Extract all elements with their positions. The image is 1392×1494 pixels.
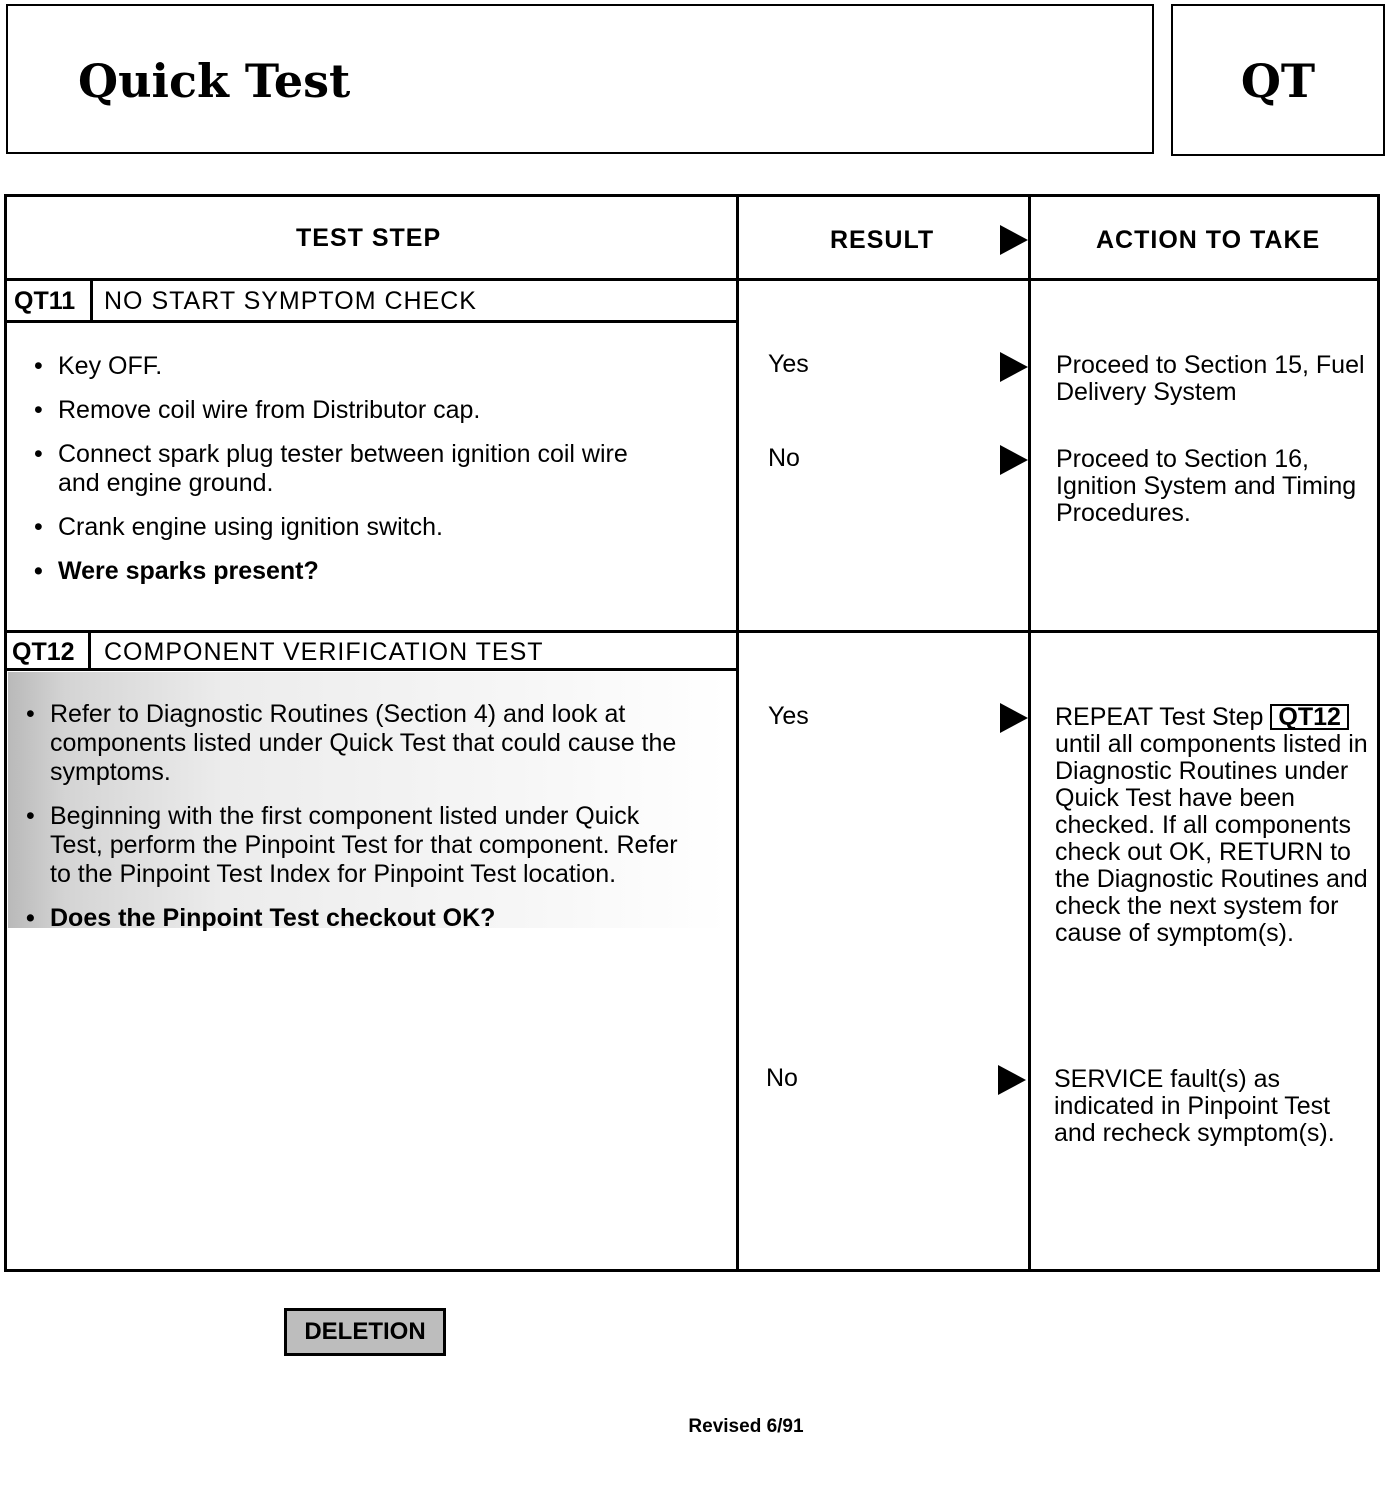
action-prefix: REPEAT Test Step: [1055, 703, 1264, 731]
list-item: • Remove coil wire from Distributor cap.: [34, 396, 674, 425]
step-title-qt11: NO START SYMPTOM CHECK: [104, 287, 477, 315]
column-divider-2: [1028, 196, 1031, 1272]
qt12-title-rule: [6, 668, 736, 671]
column-header-test-step: TEST STEP: [296, 224, 442, 252]
column-header-action: ACTION TO TAKE: [1096, 226, 1321, 254]
step-question: • Were sparks present?: [34, 557, 674, 586]
step-code-qt12: QT12: [12, 638, 75, 666]
list-item: • Connect spark plug tester between ignition coil wire and engine ground.: [34, 440, 674, 498]
step-instructions-qt12: [26, 700, 698, 948]
title-box: [6, 4, 1154, 154]
list-item: • Refer to Diagnostic Routines (Section 4) and look at components listed under Quick Test that could cause the symptoms.: [26, 700, 698, 787]
step-instructions-qt11: [34, 352, 674, 601]
column-header-result: RESULT: [830, 226, 935, 254]
action-no-qt12: SERVICE fault(s) as indicated in Pinpoint Test and recheck symptom(s).: [1054, 1065, 1335, 1147]
list-item: • Crank engine using ignition switch.: [34, 513, 674, 542]
deletion-stamp: DELETION: [284, 1308, 446, 1356]
result-yes-qt12: Yes: [768, 702, 809, 730]
step-reference-box: QT12: [1270, 704, 1349, 730]
qt11-title-rule: [6, 320, 736, 323]
row-divider: [6, 630, 1380, 633]
arrow-icon: [1000, 445, 1028, 475]
action-no-qt11: Proceed to Section 16, Ignition System and Timing Procedures.: [1056, 445, 1357, 527]
step-title-qt12: COMPONENT VERIFICATION TEST: [104, 638, 544, 666]
result-no-qt11: No: [768, 444, 800, 472]
action-yes-qt12: [1055, 704, 1371, 947]
list-item: • Beginning with the first component listed under Quick Test, perform the Pinpoint Test for that component. Refer to the Pinpoint Test Index for Pinpoint Test location.: [26, 802, 698, 889]
step-code-qt11: QT11: [14, 287, 76, 315]
column-divider-1: [736, 196, 739, 1272]
action-yes-qt11: Proceed to Section 15, Fuel Delivery System: [1056, 351, 1365, 406]
qt12-code-divider: [88, 632, 91, 669]
header-rule: [6, 278, 1380, 281]
arrow-icon: [1000, 703, 1028, 733]
step-question: • Does the Pinpoint Test checkout OK?: [26, 904, 698, 933]
revision-text: Revised 6/91: [688, 1416, 804, 1437]
result-no-qt12: No: [766, 1064, 798, 1092]
result-yes-qt11: Yes: [768, 350, 809, 378]
arrow-icon: [998, 1065, 1026, 1095]
section-code: QT: [1240, 54, 1316, 108]
list-item: • Key OFF.: [34, 352, 674, 381]
qt11-code-divider: [90, 280, 93, 320]
page-title: Quick Test: [78, 54, 351, 108]
arrow-icon: [1000, 352, 1028, 382]
section-code-box: [1171, 4, 1385, 156]
footer-revision: [0, 1416, 1392, 1438]
header-arrow-icon: [1000, 225, 1028, 255]
action-suffix: until all components listed in Diagnostic Routines under Quick Test have been checked. If all components check out OK, RETURN to the Diagnostic Routines and check the next system for cause of symptom(s).: [1055, 730, 1368, 947]
